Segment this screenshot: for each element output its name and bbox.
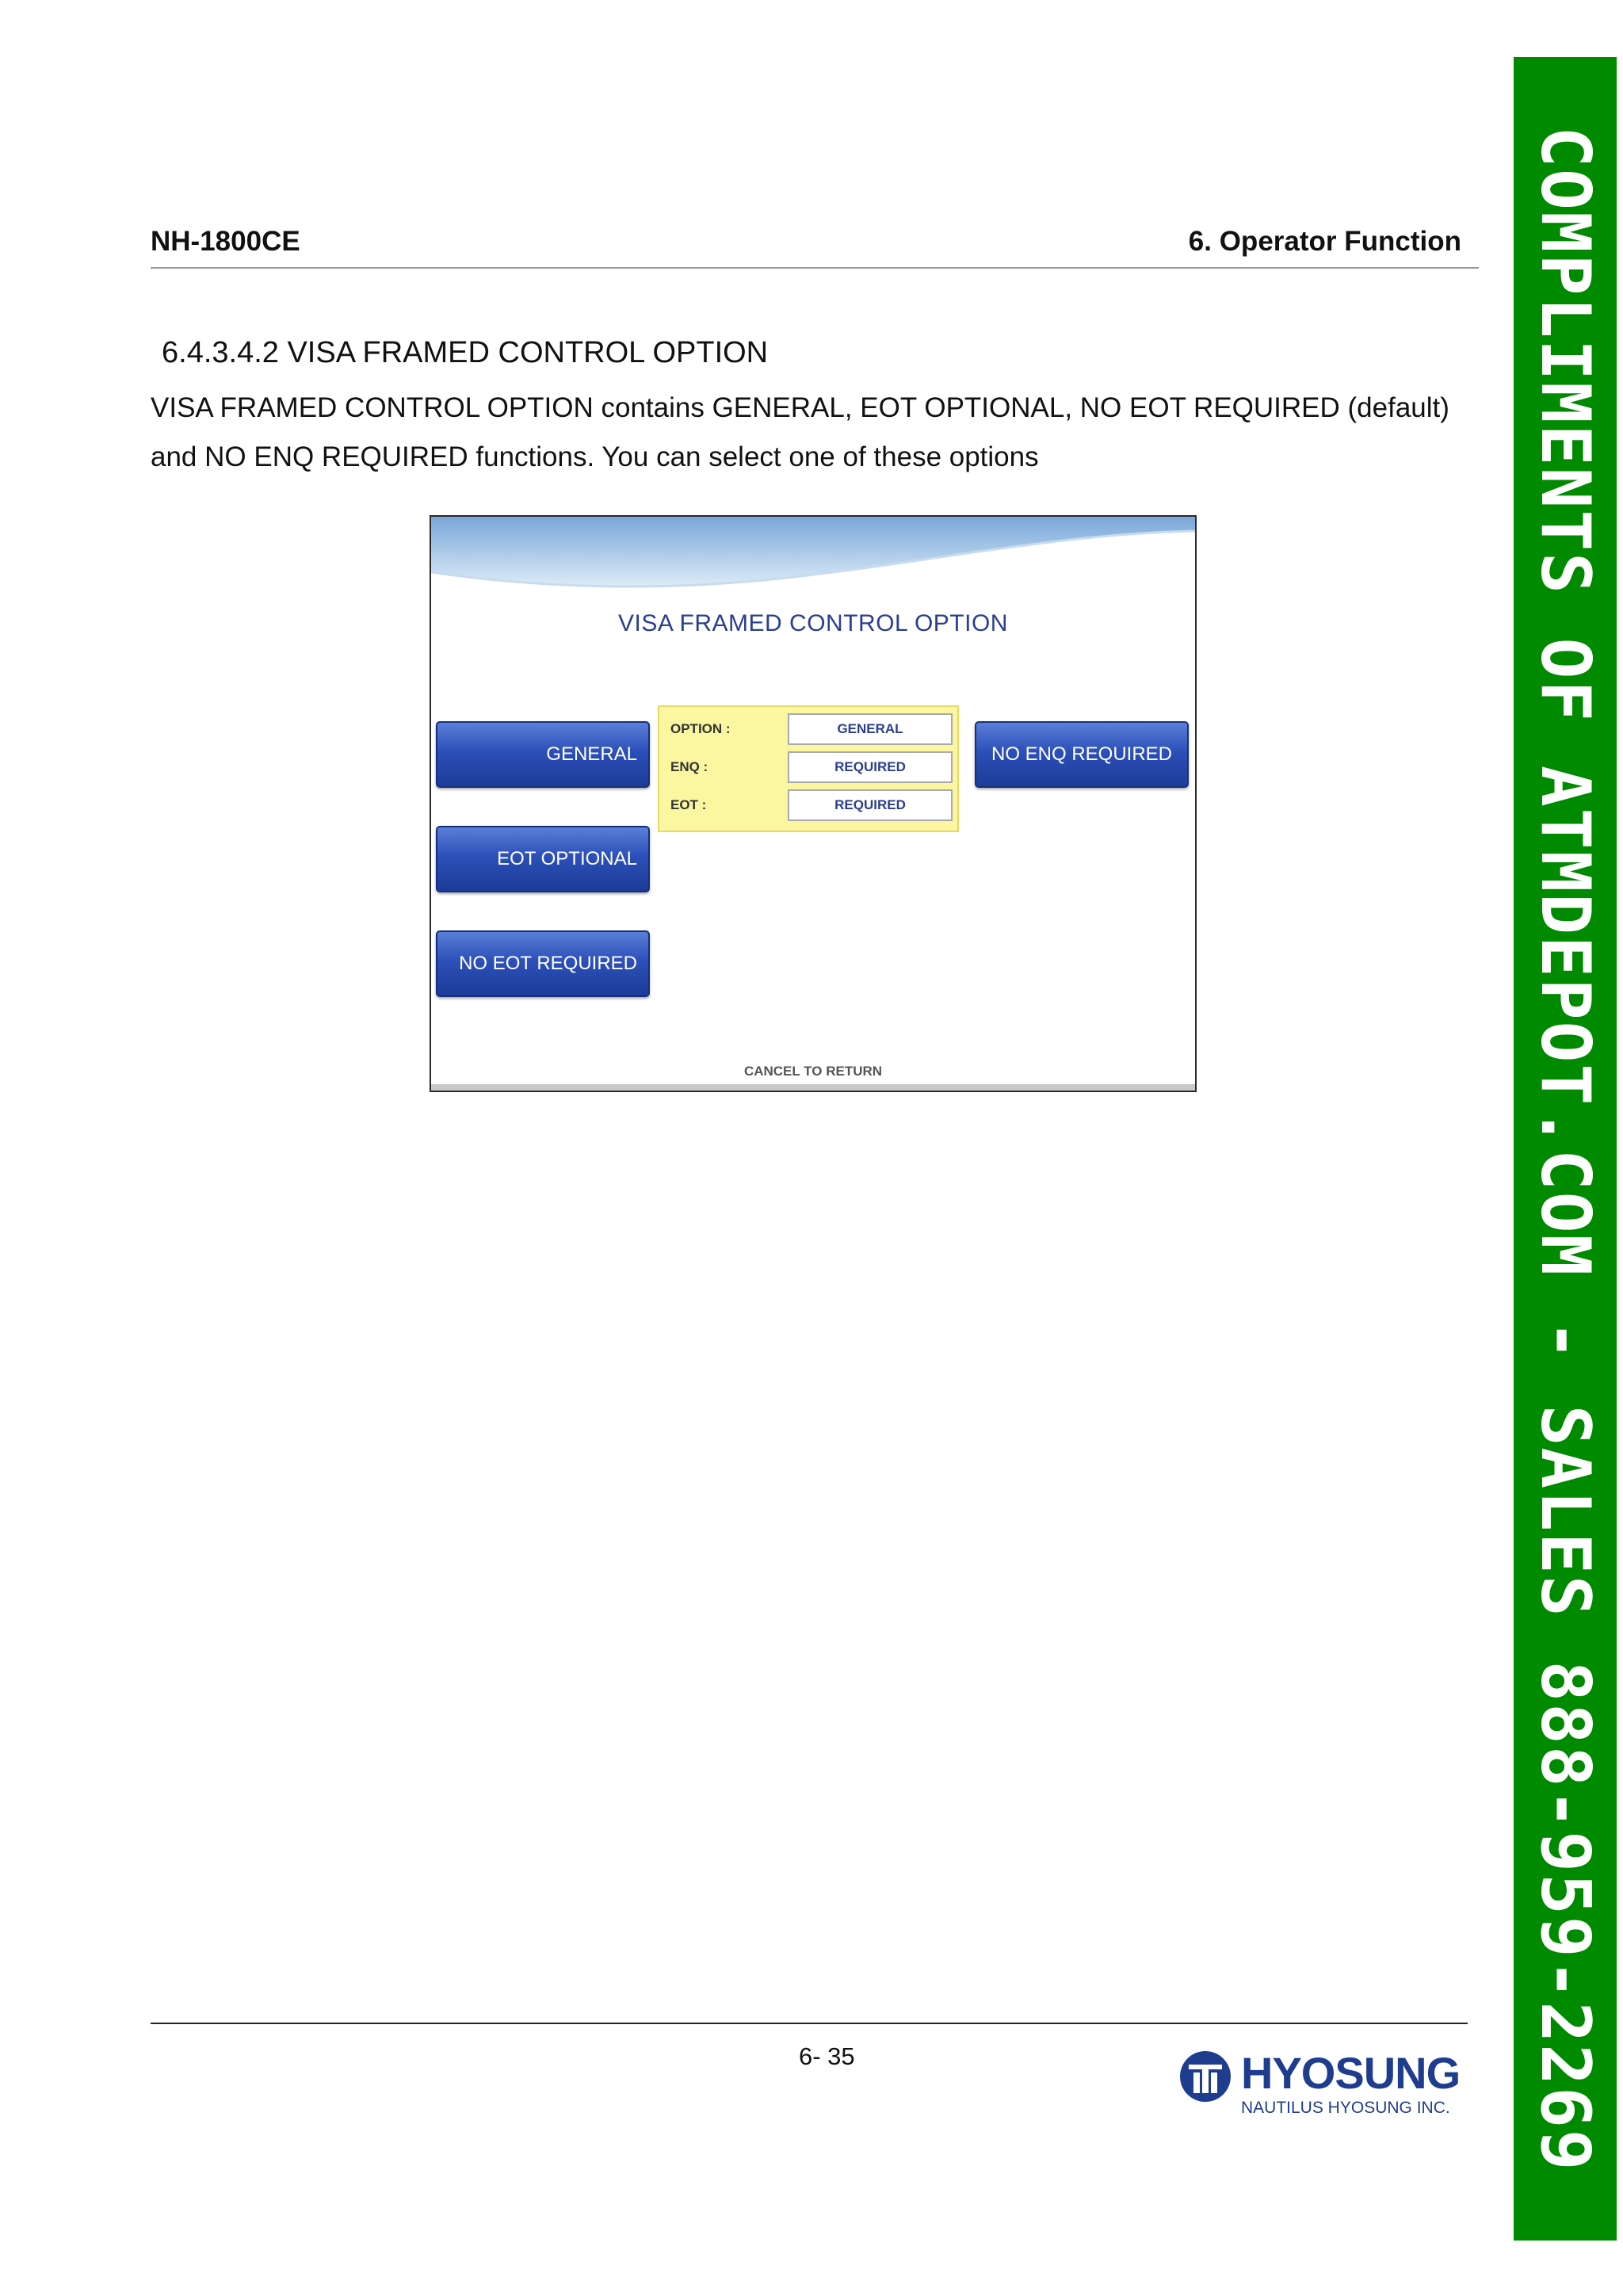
cancel-hint: CANCEL TO RETURN [743, 1064, 883, 1079]
header-chapter: 6. Operator Function [1188, 226, 1461, 257]
no-eot-required-button[interactable]: NO EOT REQUIRED [436, 930, 650, 997]
no-enq-required-button[interactable]: NO ENQ REQUIRED [975, 721, 1189, 788]
status-info-panel [658, 705, 959, 832]
option-value: GENERAL [788, 713, 953, 745]
header-divider [151, 267, 1479, 269]
logo-subtitle: NAUTILUS HYOSUNG INC. [1241, 2099, 1450, 2117]
screen-title: VISA FRAMED CONTROL OPTION [618, 610, 1008, 636]
general-button[interactable]: GENERAL [436, 721, 650, 788]
option-label: OPTION : [670, 721, 731, 736]
page-number: 6- 35 [799, 2042, 855, 2070]
header-swoosh-graphic [431, 517, 1195, 596]
enq-value: REQUIRED [788, 751, 953, 783]
header-model: NH-1800CE [151, 226, 300, 257]
eot-label: EOT : [670, 797, 707, 812]
screen-bottom-bar [431, 1084, 1195, 1091]
logo-wordmark: HYOSUNG [1241, 2048, 1461, 2098]
eot-optional-button[interactable]: EOT OPTIONAL [436, 826, 650, 892]
side-banner-text: COMPLIMENTS OF ATMDEPOT.COM - SALES 888-959-2269 [1526, 125, 1605, 2172]
section-paragraph: VISA FRAMED CONTROL OPTION contains GENERAL, EOT OPTIONAL, NO EOT REQUIRED (default) and NO ENQ REQUIRED functions. You can select one of these options [151, 392, 1449, 472]
atm-screen [430, 515, 1197, 1092]
hyosung-logo-icon [1178, 2049, 1233, 2104]
eot-value: REQUIRED [788, 789, 953, 821]
enq-label: ENQ : [670, 759, 708, 774]
section-title: 6.4.3.4.2 VISA FRAMED CONTROL OPTION [162, 336, 769, 369]
side-banner [1514, 57, 1617, 2241]
footer-divider [151, 2023, 1468, 2024]
